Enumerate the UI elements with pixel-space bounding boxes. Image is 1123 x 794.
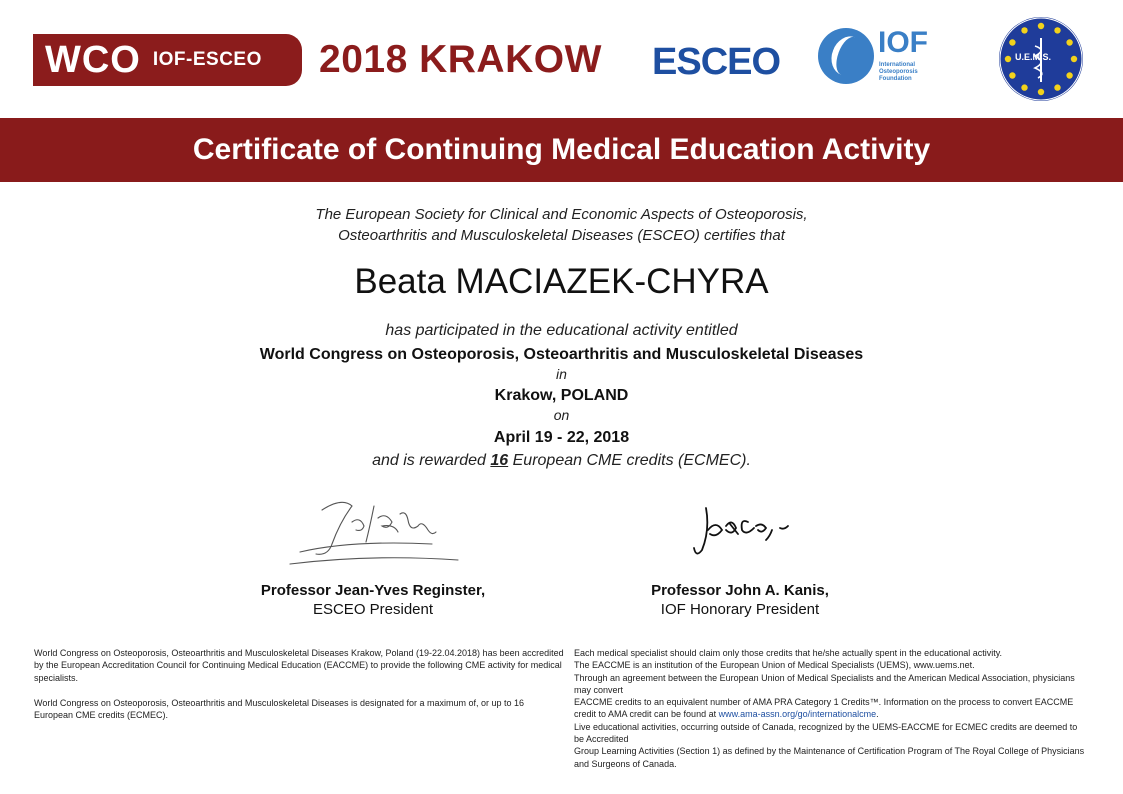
signature-reginster bbox=[282, 492, 462, 570]
signature-reginster-image bbox=[282, 492, 462, 570]
signatory-2-name: Professor John A. Kanis, bbox=[651, 582, 829, 599]
note-right-3: Through an agreement between the European Union of Medical Specialists and the American Medical Association, physicians may convert bbox=[574, 672, 1075, 695]
note-right-5: Live educational activities, occurring outside of Canada, recognized by the UEMS-EACCME for ECMEC credits are deemed to be Accredited bbox=[574, 721, 1078, 745]
uems-text: U.E.M.S. bbox=[1015, 52, 1052, 62]
intro-line-2: Osteoarthritis and Musculoskeletal Diseases (ESCEO) certifies that bbox=[338, 227, 785, 244]
signatory-1-role: ESCEO President bbox=[312, 601, 434, 618]
note-right-2: The EACCME is an institution of the European Union of Medical Specialists (UEMS), www.uems.net. bbox=[574, 660, 975, 671]
ama-link[interactable]: www.ama-assn.org/go/internationalcme bbox=[718, 709, 877, 720]
credits-number: 16 bbox=[490, 452, 509, 469]
intro-text bbox=[0, 204, 1123, 246]
signature-kanis bbox=[686, 496, 796, 562]
location-text: Krakow, POLAND bbox=[494, 387, 629, 404]
activity-title: World Congress on Osteoporosis, Osteoarthritis and Musculoskeletal Diseases bbox=[259, 346, 864, 363]
credits-suffix: European CME credits (ECMEC). bbox=[508, 452, 751, 469]
signature-kanis-image bbox=[686, 496, 796, 562]
wco-logo-word: WCO bbox=[45, 39, 141, 81]
in-text: in bbox=[556, 366, 567, 382]
signatory-2-role: IOF Honorary President bbox=[660, 601, 820, 618]
krakow-logo: 2018 KRAKOW bbox=[319, 38, 602, 81]
date-text: April 19 - 22, 2018 bbox=[493, 429, 630, 446]
recipient-name: Beata MACIAZEK-CHYRA bbox=[354, 262, 769, 301]
signatory-1-name: Professor Jean-Yves Reginster, bbox=[260, 582, 486, 599]
credits-text bbox=[0, 451, 1123, 471]
iof-logo-subtitle: International Osteoporosis Foundation bbox=[879, 62, 918, 82]
note-left-2: World Congress on Osteoporosis, Osteoarthritis and Musculoskeletal Diseases is designated for a maximum of, or up to 16 European CME credits (ECMEC). bbox=[34, 697, 525, 721]
on-text: on bbox=[553, 407, 570, 423]
esceo-logo: ESCEO bbox=[652, 41, 781, 83]
uems-logo bbox=[998, 16, 1084, 102]
iof-logo bbox=[818, 28, 936, 88]
intro-line-1: The European Society for Clinical and Economic Aspects of Osteoporosis, bbox=[315, 206, 808, 223]
note-left-1: World Congress on Osteoporosis, Osteoarthritis and Musculoskeletal Diseases Krakow, Poland (19-22.04.2018) has been accredited by the European Accreditation Council for Continuing Medical Education (EACCME) to provide the following CME activity for medical specialists. bbox=[34, 648, 564, 683]
note-right-4 bbox=[574, 696, 1089, 721]
accreditation-notes-left bbox=[34, 647, 564, 721]
iof-figure-icon bbox=[818, 28, 874, 84]
iof-logo-name: IOF bbox=[878, 26, 928, 59]
accreditation-notes-right bbox=[574, 647, 1089, 770]
participated-text: has participated in the educational activity entitled bbox=[385, 322, 738, 339]
note-right-4-prefix: EACCME credits to an equivalent number of AMA PRA Category 1 Credits™. Information on the process to convert EACCME credit to AMA credit can be found at bbox=[574, 697, 1074, 720]
note-right-6: Group Learning Activities (Section 1) as defined by the Maintenance of Certification Program of The Royal College of Physicians and Surgeons of Canada. bbox=[574, 746, 1085, 769]
note-right-4-suffix: . bbox=[876, 709, 879, 720]
wco-logo bbox=[33, 34, 302, 86]
certificate-title-banner: Certificate of Continuing Medical Education Activity bbox=[0, 118, 1123, 182]
wco-logo-sub: IOF-ESCEO bbox=[152, 49, 262, 70]
credits-prefix: and is rewarded bbox=[372, 452, 491, 469]
note-right-1: Each medical specialist should claim only those credits that he/she actually spent in the educational activity. bbox=[574, 648, 1003, 658]
